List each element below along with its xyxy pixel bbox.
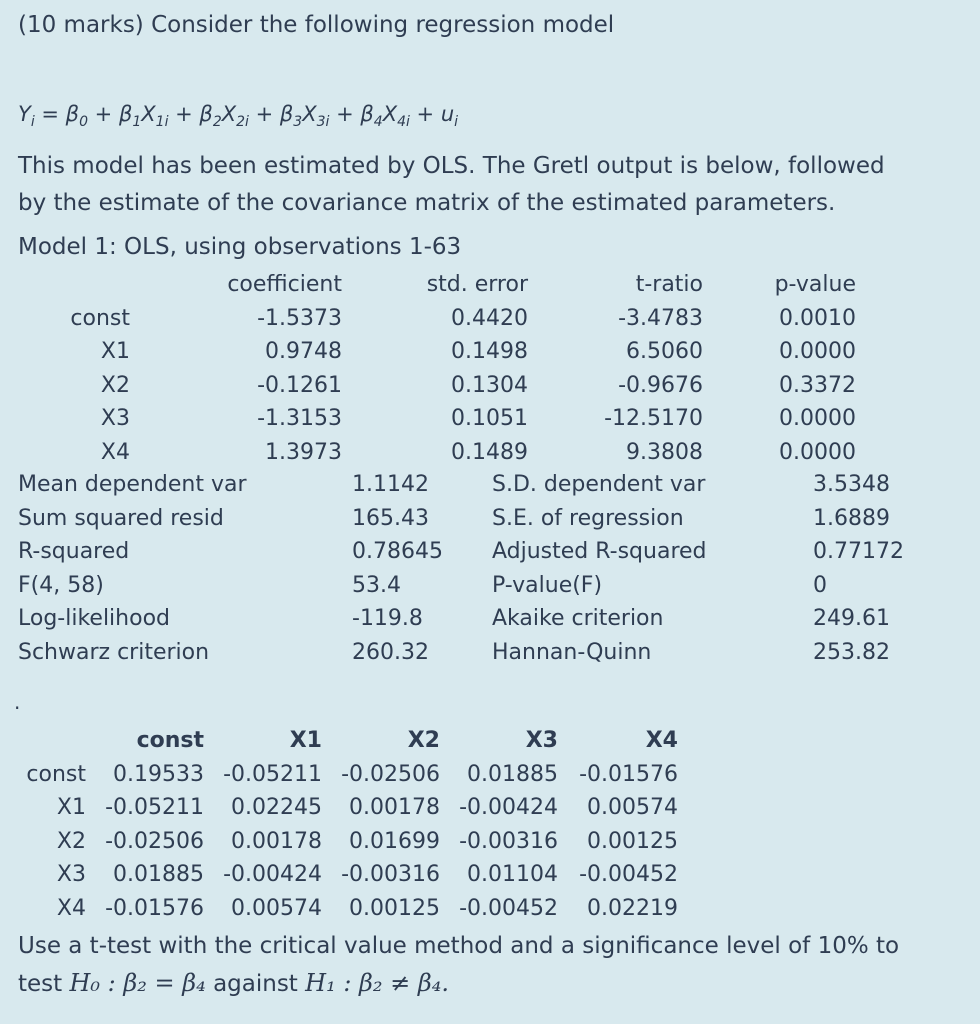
stat-label: Schwarz criterion: [18, 639, 210, 665]
cell: 0.0000: [779, 439, 856, 465]
stat-value: -119.8: [352, 606, 423, 632]
row-label: const: [26, 761, 86, 787]
null-hypothesis: H₀ : β₂ = β₄: [69, 969, 206, 997]
cell: 0.0010: [779, 305, 856, 331]
cell: 0.02245: [231, 795, 322, 821]
cell: -0.00424: [223, 862, 322, 888]
stat-value: 53.4: [352, 572, 401, 598]
cell: -0.00452: [579, 862, 678, 888]
cell: 0.0000: [779, 339, 856, 365]
row-label: X3: [100, 406, 130, 432]
cell: 0.00574: [231, 895, 322, 921]
col-header: X4: [645, 728, 678, 753]
cell: -1.5373: [257, 305, 342, 331]
cell: 0.9748: [265, 339, 342, 365]
cell: 0.1051: [451, 406, 528, 432]
intro-line: by the estimate of the covariance matrix of the estimated parameters.: [18, 190, 836, 216]
row-label: X1: [100, 339, 130, 365]
cell: 0.1489: [451, 439, 528, 465]
cell: -0.02506: [341, 761, 440, 787]
cell: 0.01885: [113, 862, 204, 888]
cell: -0.00316: [459, 828, 558, 854]
cell: 0.4420: [451, 305, 528, 331]
cell: -0.01576: [579, 761, 678, 787]
cell: 0.3372: [779, 372, 856, 398]
cell: 0.01104: [467, 862, 558, 888]
stat-value: 1.6889: [813, 505, 890, 531]
question-title: (10 marks) Consider the following regression model: [18, 12, 615, 38]
cell: 0.00125: [349, 895, 440, 921]
cell: 9.3808: [626, 439, 703, 465]
question-text: [18, 928, 899, 1003]
stat-label: Log-likelihood: [18, 606, 171, 632]
stat-label: S.D. dependent var: [492, 472, 706, 497]
intro-paragraph: [18, 148, 958, 222]
row-label: X2: [56, 828, 86, 854]
row-label: X2: [100, 372, 130, 398]
stat-label: Adjusted R-squared: [492, 539, 707, 565]
cell: 0.00574: [587, 795, 678, 821]
stat-value: 249.61: [813, 606, 890, 632]
cell: 0.01885: [467, 761, 558, 787]
stat-value: 165.43: [352, 505, 429, 531]
alternative-hypothesis: H₁ : β₂ ≠ β₄.: [305, 969, 450, 997]
col-header: std. error: [426, 272, 528, 297]
col-header: p-value: [774, 272, 856, 297]
model-header: Model 1: OLS, using observations 1-63: [18, 234, 462, 260]
stat-value: 253.82: [813, 639, 890, 665]
question-prefix: test: [18, 971, 63, 997]
row-label: X1: [56, 795, 86, 821]
cell: 0.19533: [113, 761, 204, 787]
cell: -0.1261: [257, 372, 342, 398]
separator-dot: .: [14, 690, 21, 714]
cell: 0.0000: [779, 406, 856, 432]
stat-label: S.E. of regression: [492, 505, 684, 531]
cell: -0.00452: [459, 895, 558, 921]
row-label: X4: [100, 439, 130, 465]
col-header: t-ratio: [635, 272, 703, 297]
regression-equation: $Y_i = \beta_0 + \beta_1X_{1i} + \beta_2X_{2i} + \beta_3X_{3i} + \beta_4X_{4i} + u_i$: [18, 102, 459, 131]
stat-label: Akaike criterion: [492, 606, 664, 632]
cell: 1.3973: [265, 439, 342, 465]
col-header: X1: [289, 728, 322, 753]
col-header: const: [136, 728, 204, 753]
row-label: X3: [56, 862, 86, 888]
stat-value: 0.77172: [813, 539, 904, 565]
cell: -0.05211: [105, 795, 204, 821]
cell: 0.1498: [451, 339, 528, 365]
cell: 0.00178: [349, 795, 440, 821]
cell: -3.4783: [618, 305, 703, 331]
cell: -0.00316: [341, 862, 440, 888]
stat-label: Sum squared resid: [18, 505, 224, 531]
stat-value: 260.32: [352, 639, 429, 665]
stat-value: 3.5348: [813, 472, 890, 497]
stat-label: F(4, 58): [18, 572, 104, 598]
stat-label: Mean dependent var: [18, 472, 247, 497]
cell: -0.9676: [618, 372, 703, 398]
stat-value: 0.78645: [352, 539, 443, 565]
cell: 0.1304: [451, 372, 528, 398]
cell: 0.00125: [587, 828, 678, 854]
stat-value: 0: [813, 572, 827, 598]
cell: -0.00424: [459, 795, 558, 821]
question-line: Use a t-test with the critical value method and a significance level of 10% to: [18, 933, 900, 959]
cell: 0.01699: [349, 828, 440, 854]
intro-line: This model has been estimated by OLS. The Gretl output is below, followed: [18, 153, 885, 179]
cell: 6.5060: [626, 339, 703, 365]
row-label: const: [70, 305, 130, 331]
row-label: X4: [56, 895, 86, 921]
stat-value: 1.1142: [352, 472, 429, 497]
stat-label: Hannan-Quinn: [492, 639, 652, 665]
cell: 0.02219: [587, 895, 678, 921]
cell: -0.02506: [105, 828, 204, 854]
cell: -1.3153: [257, 406, 342, 432]
stat-label: R-squared: [18, 539, 130, 565]
question-line-hypotheses: [18, 965, 899, 1003]
cell: -0.01576: [105, 895, 204, 921]
cell: -0.05211: [223, 761, 322, 787]
col-header: coefficient: [227, 272, 342, 297]
cell: -12.5170: [604, 406, 703, 432]
cell: 0.00178: [231, 828, 322, 854]
question-middle: against: [213, 971, 298, 997]
col-header: X3: [525, 728, 558, 753]
col-header: X2: [407, 728, 440, 753]
stat-label: P-value(F): [492, 572, 603, 598]
